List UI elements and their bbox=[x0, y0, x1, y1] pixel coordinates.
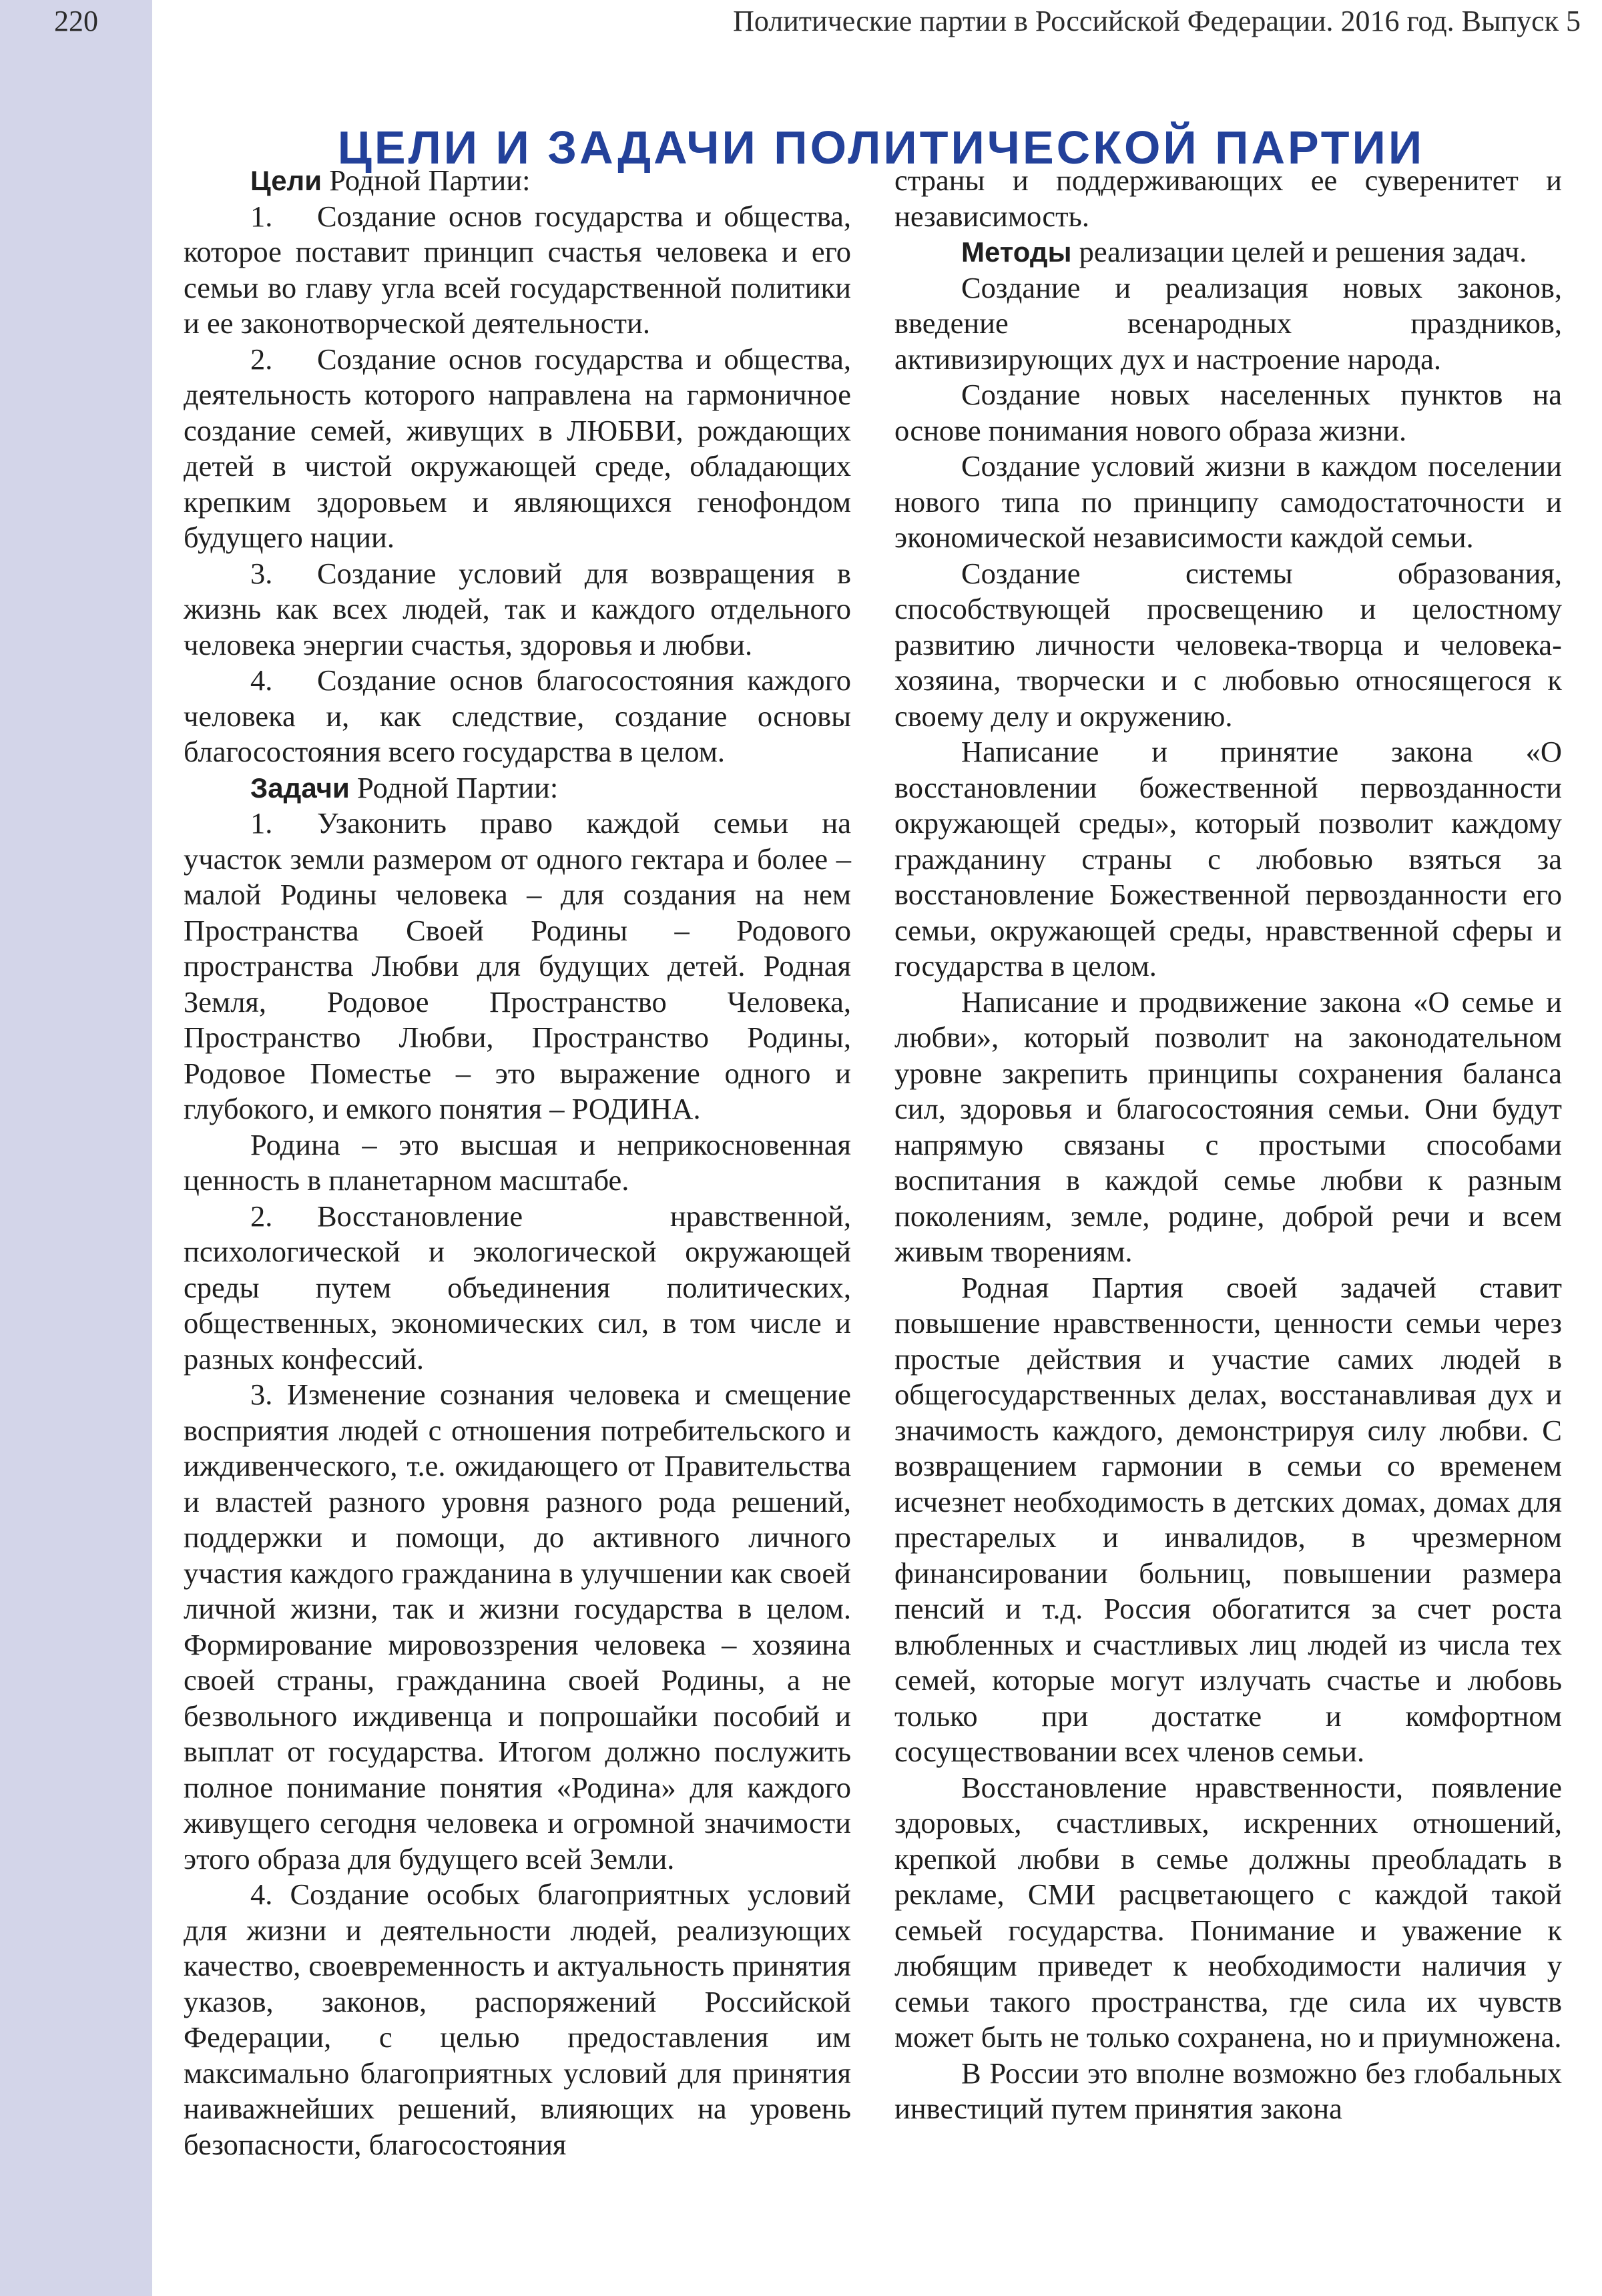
goal-item bbox=[184, 199, 851, 342]
task-text: Узаконить право каждой семьи на участок земли размером от одного гектара и более – малой Родины человека – для создания на нем Пространства Своей Родины – Родового пространства Любви для будущих детей. Родная Земля, Родовое Пространство Человека, Пространство Любви, Пространство Родины, Родовое Поместье – это выражение одного и глубокого, и емкого понятия – РОДИНА. bbox=[184, 806, 851, 1125]
goal-marker: 1. bbox=[250, 199, 273, 233]
goal-marker: 2. bbox=[250, 342, 273, 376]
task-item-4: 4. Создание особых благоприятных условий для жизни и деятельности людей, реализующих качество, своевременность и актуальность принятия указов, законов, распоряжений Российской Федерации, с целью предоставления им максимально благоприятных условий для принятия наиважнейших решений, влияющих на уровень безопасности, благосостояния bbox=[184, 1878, 851, 2161]
task-item bbox=[184, 1199, 851, 1378]
goal-item bbox=[184, 663, 851, 770]
goals-heading bbox=[184, 163, 851, 199]
tasks-heading bbox=[184, 770, 851, 806]
methods-heading-bold: Методы bbox=[961, 236, 1072, 268]
method-paragraph: Написание и принятие закона «О восстановлении божественной первозданности окружающей среды», который позволит каждому гражданину страны с любовью взяться за восстановление Божественной первозданности его семьи, окружающей среды, нравственной сферы и государства в целом. bbox=[894, 735, 1562, 982]
section-title: ЦЕЛИ И ЗАДАЧИ ПОЛИТИЧЕСКОЙ ПАРТИИ bbox=[337, 121, 1425, 174]
goal-marker: 3. bbox=[250, 556, 273, 590]
method-paragraph: Создание системы образования, способствующей просвещению и целостному развитию личности человека-творца и человека-хозяина, творчески и с любовью относящегося к своему делу и окружению. bbox=[894, 556, 1562, 733]
methods-heading-rest: реализации целей и решения задач. bbox=[1071, 235, 1527, 268]
task-item bbox=[184, 806, 851, 1127]
page-margin-strip bbox=[0, 0, 152, 2296]
running-header: Политические партии в Российской Федерации. 2016 год. Выпуск 5 bbox=[733, 5, 1581, 37]
goal-marker: 4. bbox=[250, 663, 273, 697]
methods-heading bbox=[894, 234, 1562, 270]
method-paragraph: В России это вполне возможно без глобальных инвестиций путем принятия закона bbox=[894, 2056, 1562, 2125]
method-paragraph: Создание новых населенных пунктов на основе понимания нового образа жизни. bbox=[894, 378, 1562, 447]
goals-heading-rest: Родной Партии: bbox=[322, 164, 531, 197]
left-column bbox=[184, 163, 851, 2163]
page-number: 220 bbox=[54, 5, 98, 37]
tasks-heading-bold: Задачи bbox=[250, 772, 350, 804]
goal-item bbox=[184, 556, 851, 663]
goal-text: Создание основ благосостояния каждого человека и, как следствие, создание основы благосостояния всего государства в целом. bbox=[184, 663, 851, 768]
method-paragraph: Родная Партия своей задачей ставит повышение нравственности, ценности семьи через простые действия и участие самих людей в общегосударственных делах, восстанавливая дух и значимость каждого, демонстрируя силу любви. С возвращением гармонии в семьи со временем исчезнет необходимость в детских домах, домах для престарелых и инвалидов, в чрезмерном финансировании больниц, повышении размера пенсий и т.д. Россия обогатится за счет роста влюбленных и счастливых лиц людей из числа тех семей, которые могут излучать счастье и любовь только при достатке и комфортном сосуществовании всех членов семьи. bbox=[894, 1270, 1562, 1768]
rodina-paragraph: Родина – это высшая и неприкосновенная ценность в планетарном масштабе. bbox=[184, 1127, 851, 1197]
goal-item bbox=[184, 342, 851, 556]
goals-heading-bold: Цели bbox=[250, 165, 322, 196]
goal-text: Создание условий для возвращения в жизнь как всех людей, так и каждого отдельного человека энергии счастья, здоровья и любви. bbox=[184, 556, 851, 661]
task-text: Восстановление нравственной, психологической и экологической окружающей среды путем объединения политических, общественных, экономических сил, в том числе и разных конфессий. bbox=[184, 1199, 851, 1376]
method-paragraph: Создание и реализация новых законов, введение всенародных праздников, активизирующих дух и настроение народа. bbox=[894, 270, 1562, 376]
goal-text: Создание основ государства и общества, деятельность которого направлена на гармоничное создание семей, живущих в ЛЮБВИ, рождающих детей в чистой окружающей среде, обладающих крепким здоровьем и являющихся генофондом будущего нации. bbox=[184, 342, 851, 554]
task-marker: 1. bbox=[250, 806, 273, 840]
right-column bbox=[894, 163, 1562, 2127]
method-paragraph: Восстановление нравственности, появление здоровых, счастливых, искренних отношений, крепкой любви в семье должны преобладать в рекламе, СМИ расцветающего с каждой такой семьей государства. Понимание и уважение к любящим приведет к необходимости наличия у семьи такого пространства, где сила их чувств может быть не только сохранена, но и приумножена. bbox=[894, 1770, 1562, 2054]
method-paragraph: Написание и продвижение закона «О семье и любви», который позволит на законодательном уровне закрепить принципы сохранения баланса сил, здоровья и благосостояния семьи. Они будут напрямую связаны с простыми способами воспитания в каждой семье любви к разным поколениям, земле, родине, доброй речи и всем живым творениям. bbox=[894, 984, 1562, 1268]
task-item-3: 3. Изменение сознания человека и смещение восприятия людей с отношения потребительского и иждивенческого, т.е. ожидающего от Правительства и властей разного уровня разного рода решений, поддержки и помощи, до активного личного участия каждого гражданина в улучшении как своей личной жизни, так и жизни государства в целом. Формирование мировоззрения человека – хозяина своей страны, гражданина своей Родины, а не безвольного иждивенца и попрошайки пособий и выплат от государства. Итогом должно послужить полное понимание понятия «Родина» для каждого живущего сегодня человека и огромной значимости этого образа для будущего всей Земли. bbox=[184, 1378, 851, 1876]
continuation-paragraph: страны и поддерживающих ее суверенитет и независимость. bbox=[894, 164, 1562, 233]
goal-text: Создание основ государства и общества, которое поставит принцип счастья человека и его семьи во главу угла всей государственной политики и ее законотворческой деятельности. bbox=[184, 199, 851, 340]
task-marker: 2. bbox=[250, 1199, 273, 1233]
method-paragraph: Создание условий жизни в каждом поселении нового типа по принципу самодостаточности и экономической независимости каждой семьи. bbox=[894, 449, 1562, 554]
tasks-heading-rest: Родной Партии: bbox=[349, 770, 559, 804]
